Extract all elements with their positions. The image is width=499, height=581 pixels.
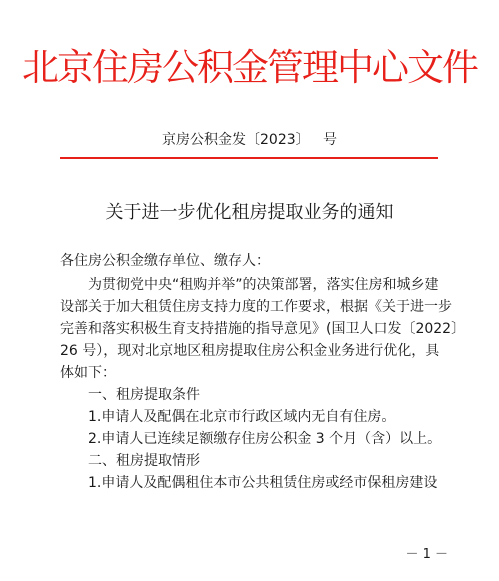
section-1-item-1: 1.申请人及配偶在北京市行政区域内无自有住房。 (88, 409, 396, 425)
section-2-item-1: 1.申请人及配偶租住本市公共租赁住房或经市保租房建设 (88, 475, 438, 491)
intro-line-5: 体如下： (60, 365, 116, 381)
intro-line-3: 完善和落实积极生育支持措施的指导意见》(国卫人口发〔2022〕 (60, 321, 466, 337)
intro-line-1: 为贯彻党中央“租购并举”的决策部署，落实住房和城乡建 (88, 277, 439, 293)
red-divider-line (60, 157, 438, 159)
issuer-title: 北京住房公积金管理中心文件 (22, 46, 477, 89)
section-1-heading: 一、租房提取条件 (88, 387, 200, 403)
document-number: 京房公积金发〔2023〕 号 (162, 132, 337, 148)
addressee: 各住房公积金缴存单位、缴存人： (60, 253, 270, 269)
section-2-heading: 二、租房提取情形 (88, 453, 200, 469)
intro-line-4: 26 号），现对北京地区租房提取住房公积金业务进行优化，具 (60, 343, 440, 359)
body-text (60, 275, 466, 495)
intro-line-2: 设部关于加大租赁住房支持力度的工作要求，根据《关于进一步 (60, 299, 452, 315)
page-number: － 1 － (405, 547, 448, 562)
section-1-item-2: 2.申请人已连续足额缴存住房公积金 3 个月（含）以上。 (88, 431, 442, 447)
notice-title: 关于进一步优化租房提取业务的通知 (105, 202, 394, 223)
